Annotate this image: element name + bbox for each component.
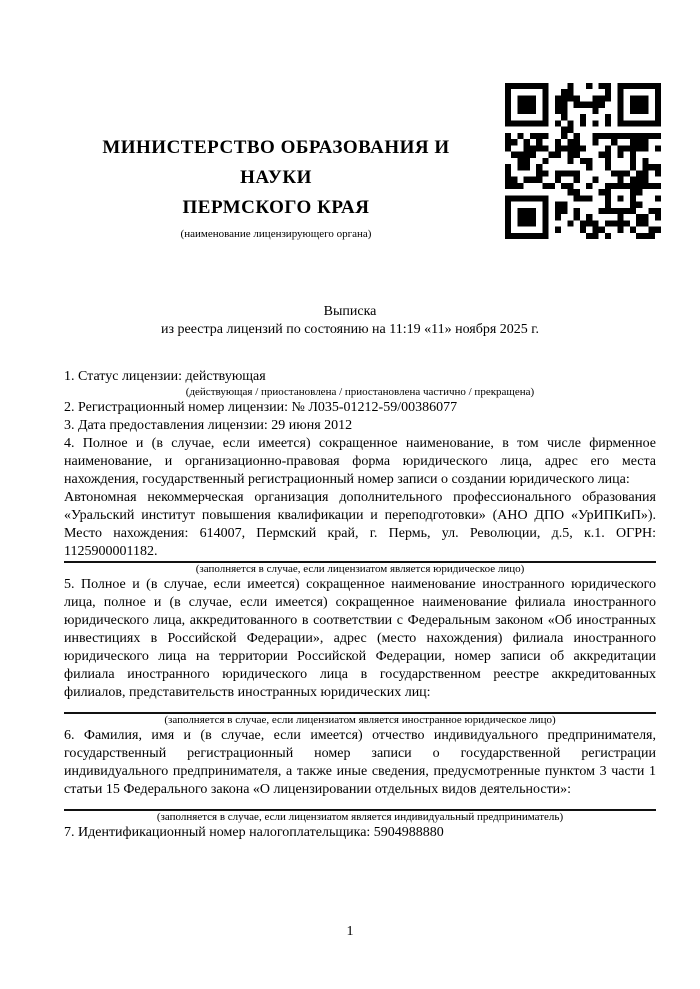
document-body (64, 368, 656, 842)
item4-caption: (заполняется в случае, если лицензиатом является юридическое лицо) (195, 563, 525, 575)
item3-license-date: 3. Дата предоставления лицензии: 29 июня 2012 (64, 418, 353, 433)
item7-taxpayer-number: 7. Идентификационный номер налогоплательщика: 5904988880 (64, 825, 444, 840)
item6-form-line (64, 799, 656, 811)
item1-status: 1. Статус лицензии: действующая (64, 369, 266, 384)
item6-caption: (заполняется в случае, если лицензиатом является индивидуальный предприниматель) (156, 811, 564, 823)
page-number: 1 (346, 924, 354, 939)
ministry-caption: (наименование лицензирующего органа) (180, 228, 372, 240)
item6-entrepreneur-label: 6. Фамилия, имя и (в случае, если имеется) отчество индивидуального предпринимателя, государственный регистрационный номер записи о государственной регистрации индивидуального предпринимателя, а также иные сведения, предусмотренные пунктом 3 части 1 статьи 15 Федерального закона «О лицензировании отдельных видов деятельности»: (64, 728, 656, 797)
ministry-name-line2: ПЕРМСКОГО КРАЯ (182, 197, 370, 218)
item5-foreign-entity-label: 5. Полное и (в случае, если имеется) сокращенное наименование иностранного юридического лица, полное и (в случае, если имеется) сокращенное наименование филиала иностранного юридического лица, аккредитованного в соответствии с Федеральным законом «Об иностранных инвестициях в Российской Федерации», адрес (место нахождения) филиала иностранного юридического лица на территории Российской Федерации, номер записи об аккредитации филиала иностранного юридического лица в государственном реестре аккредитованных филиалов, представительств иностранных юридических лиц: (64, 577, 656, 700)
item2-registration-number: 2. Регистрационный номер лицензии: № Л035-01212-59/00386077 (64, 400, 458, 415)
document-title-line1: Выписка (323, 304, 377, 319)
item4-legal-entity-value: Автономная некоммерческая организация дополнительного профессионального образования «Уральский институт повышения квалификации и переподготовки» (АНО ДПО «УрИПКиП»). Место нахождения: 614007, Пермский край, г. Пермь, ул. Революции, д.5, к.1. ОГРН: 1125900001182. (64, 490, 656, 559)
item5-caption: (заполняется в случае, если лицензиатом является иностранное юридическое лицо) (164, 714, 556, 726)
item1-caption: (действующая / приостановлена / приостановлена частично / прекращена) (185, 386, 535, 398)
item4-legal-entity-label: 4. Полное и (в случае, если имеется) сокращенное наименование, в том числе фирменное наименование, и организационно-правовая форма юридического лица, адрес его места нахождения, государственный регистрационный номер записи о создании юридического лица: (64, 436, 656, 487)
document-title-line2: из реестра лицензий по состоянию на 11:19 «11» ноября 2025 г. (161, 322, 539, 337)
document-title (0, 303, 700, 339)
qr-code-icon (505, 83, 661, 239)
ministry-name-line1: МИНИСТЕРСТВО ОБРАЗОВАНИЯ И НАУКИ (102, 137, 450, 188)
licensing-authority-header (64, 133, 488, 241)
item5-form-line (64, 702, 656, 714)
